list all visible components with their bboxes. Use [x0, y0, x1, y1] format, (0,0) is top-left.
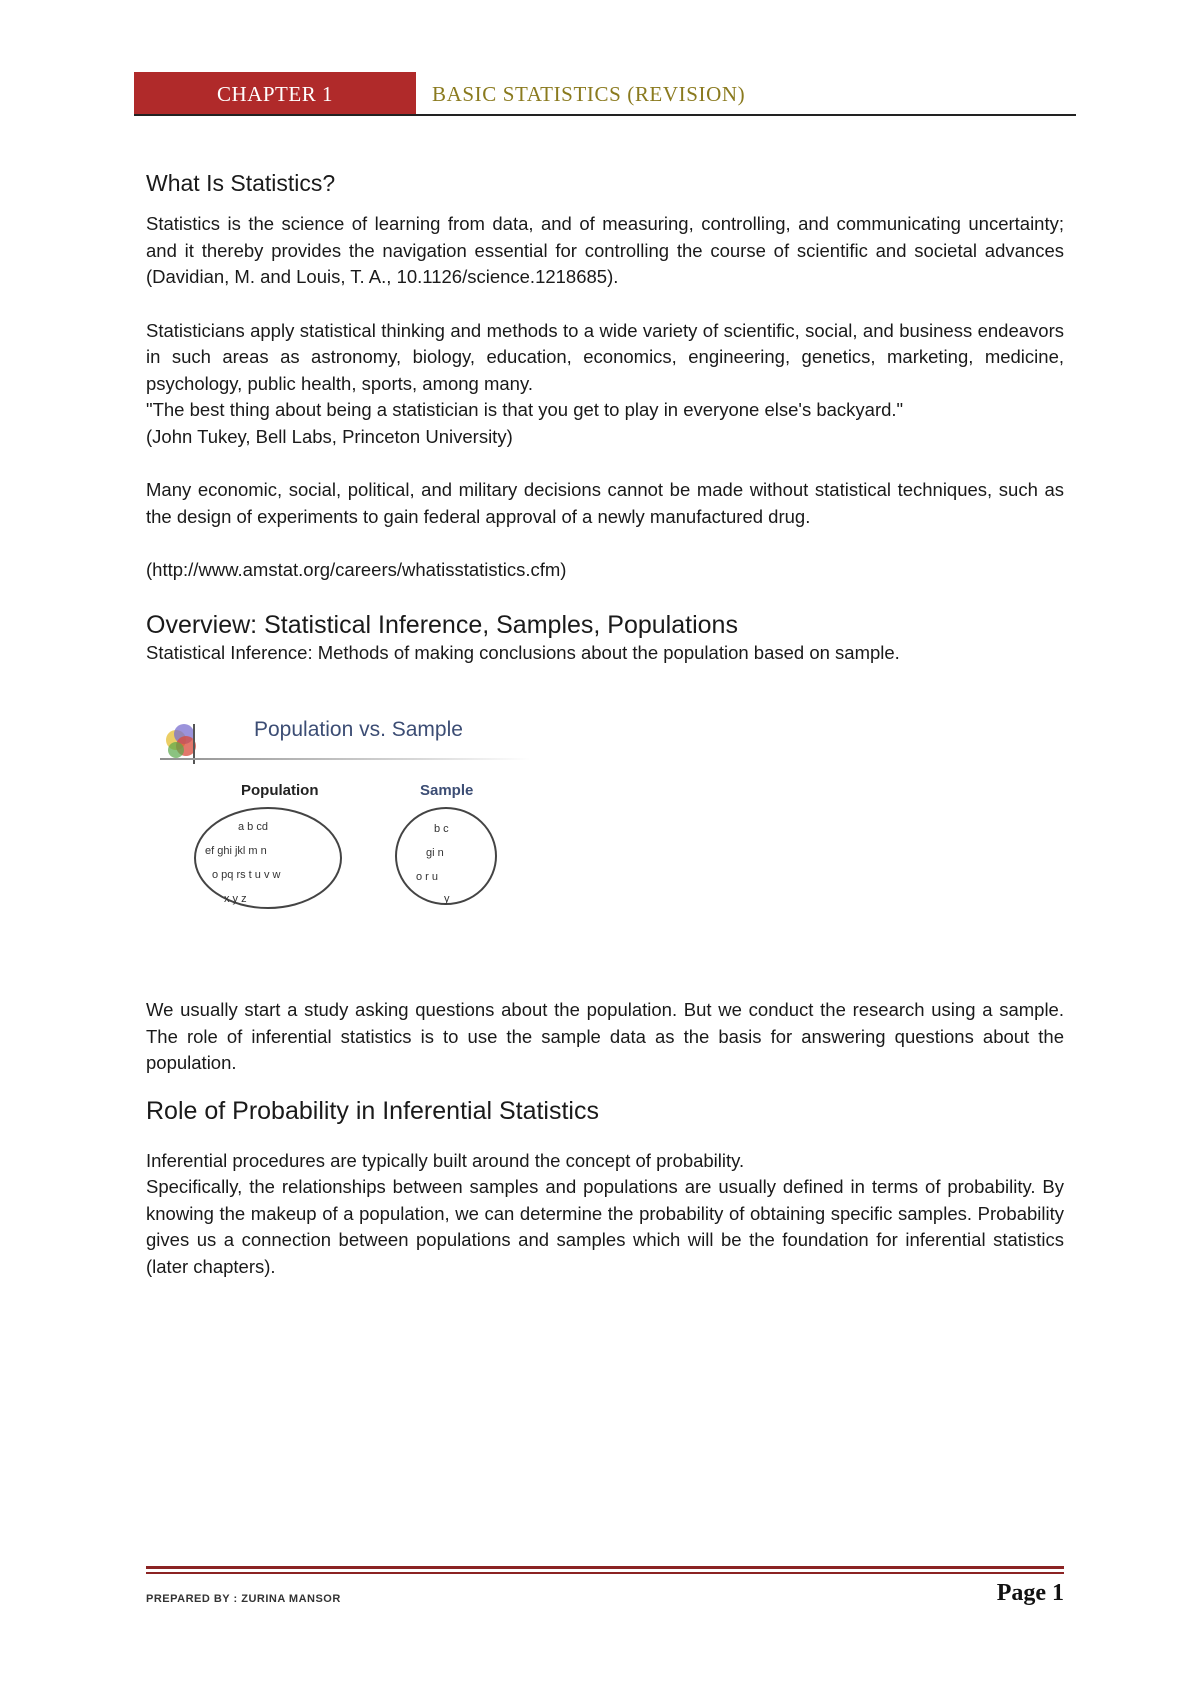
sample-letters-row: o r u [416, 871, 439, 883]
paragraph-study-population: We usually start a study asking questions about the population. But we conduct the research using a sample. The role of inferential statistics is to use the sample data as the basis for answering questions about the population. [146, 999, 1064, 1073]
population-ellipse [195, 808, 341, 908]
population-letters-row: o pq rs t u v w [212, 869, 281, 881]
heading-overview: Overview: Statistical Inference, Samples, Populations [146, 610, 738, 639]
paragraph-inferential-procedures: Inferential procedures are typically built around the concept of probability. [146, 1149, 745, 1171]
sample-letters-row: y [444, 893, 450, 905]
page-number: Page 1 [996, 1580, 1064, 1606]
figure-title: Population vs. Sample [254, 718, 463, 741]
sample-label: Sample [420, 782, 474, 799]
tukey-quote-source: (John Tukey, Bell Labs, Princeton University) [146, 425, 513, 447]
paragraph-statistical-inference: Statistical Inference: Methods of making conclusions about the population based on sample. [146, 641, 900, 663]
paragraph-decisions: Many economic, social, political, and military decisions cannot be made without statistical techniques, such as the design of experiments to gain federal approval of a newly manufactured drug. [146, 479, 1064, 527]
chapter-header [134, 72, 1076, 116]
paragraph-relationships: Specifically, the relationships between samples and populations are usually defined in terms of probability. By knowing the makeup of a population, we can determine the probability of obtaining specific samples. Probability gives us a connection between populations and samples which will be the foundation for inferential statistics (later chapters). [146, 1176, 1064, 1277]
tukey-quote: "The best thing about being a statistician is that you get to play in everyone else's backyard." [146, 399, 904, 420]
chapter-title: BASIC STATISTICS (REVISION) [432, 82, 746, 106]
page-content [146, 170, 1064, 1280]
footer-rule [146, 1566, 1064, 1569]
sample-letters-row: gi n [426, 847, 444, 859]
header-rule [134, 114, 1076, 116]
heading-role-of-probability: Role of Probability in Inferential Statistics [146, 1096, 599, 1125]
heading-what-is-statistics: What Is Statistics? [146, 170, 336, 196]
population-letters-row: x y z [224, 893, 247, 905]
paragraph-statisticians: Statisticians apply statistical thinking and methods to a wide variety of scientific, social, and business endeavors in such areas as astronomy, biology, education, economics, engineering, genetics, marketing, medicine, psychology, public health, sports, among many. [146, 319, 1064, 394]
paragraph-definition: Statistics is the science of learning from data, and of measuring, controlling, and communicating uncertainty; and it thereby provides the navigation essential for controlling the course of scientific and societal advances (Davidian, M. and Louis, T. A., 10.1126/science.1218685). [146, 213, 1064, 287]
footer-rule [146, 1572, 1064, 1574]
figure-title-underline [160, 758, 530, 760]
chapter-label: CHAPTER 1 [134, 72, 416, 116]
population-letters-row: a b cd [238, 821, 268, 833]
population-label: Population [241, 782, 319, 799]
population-vs-sample-figure [154, 706, 534, 936]
source-url: (http://www.amstat.org/careers/whatisstatistics.cfm) [146, 559, 567, 580]
sample-letters-row: b c [434, 823, 449, 835]
prepared-by: PREPARED BY : ZURINA MANSOR [146, 1593, 341, 1605]
population-letters-row: ef ghi jkl m n [205, 845, 267, 857]
